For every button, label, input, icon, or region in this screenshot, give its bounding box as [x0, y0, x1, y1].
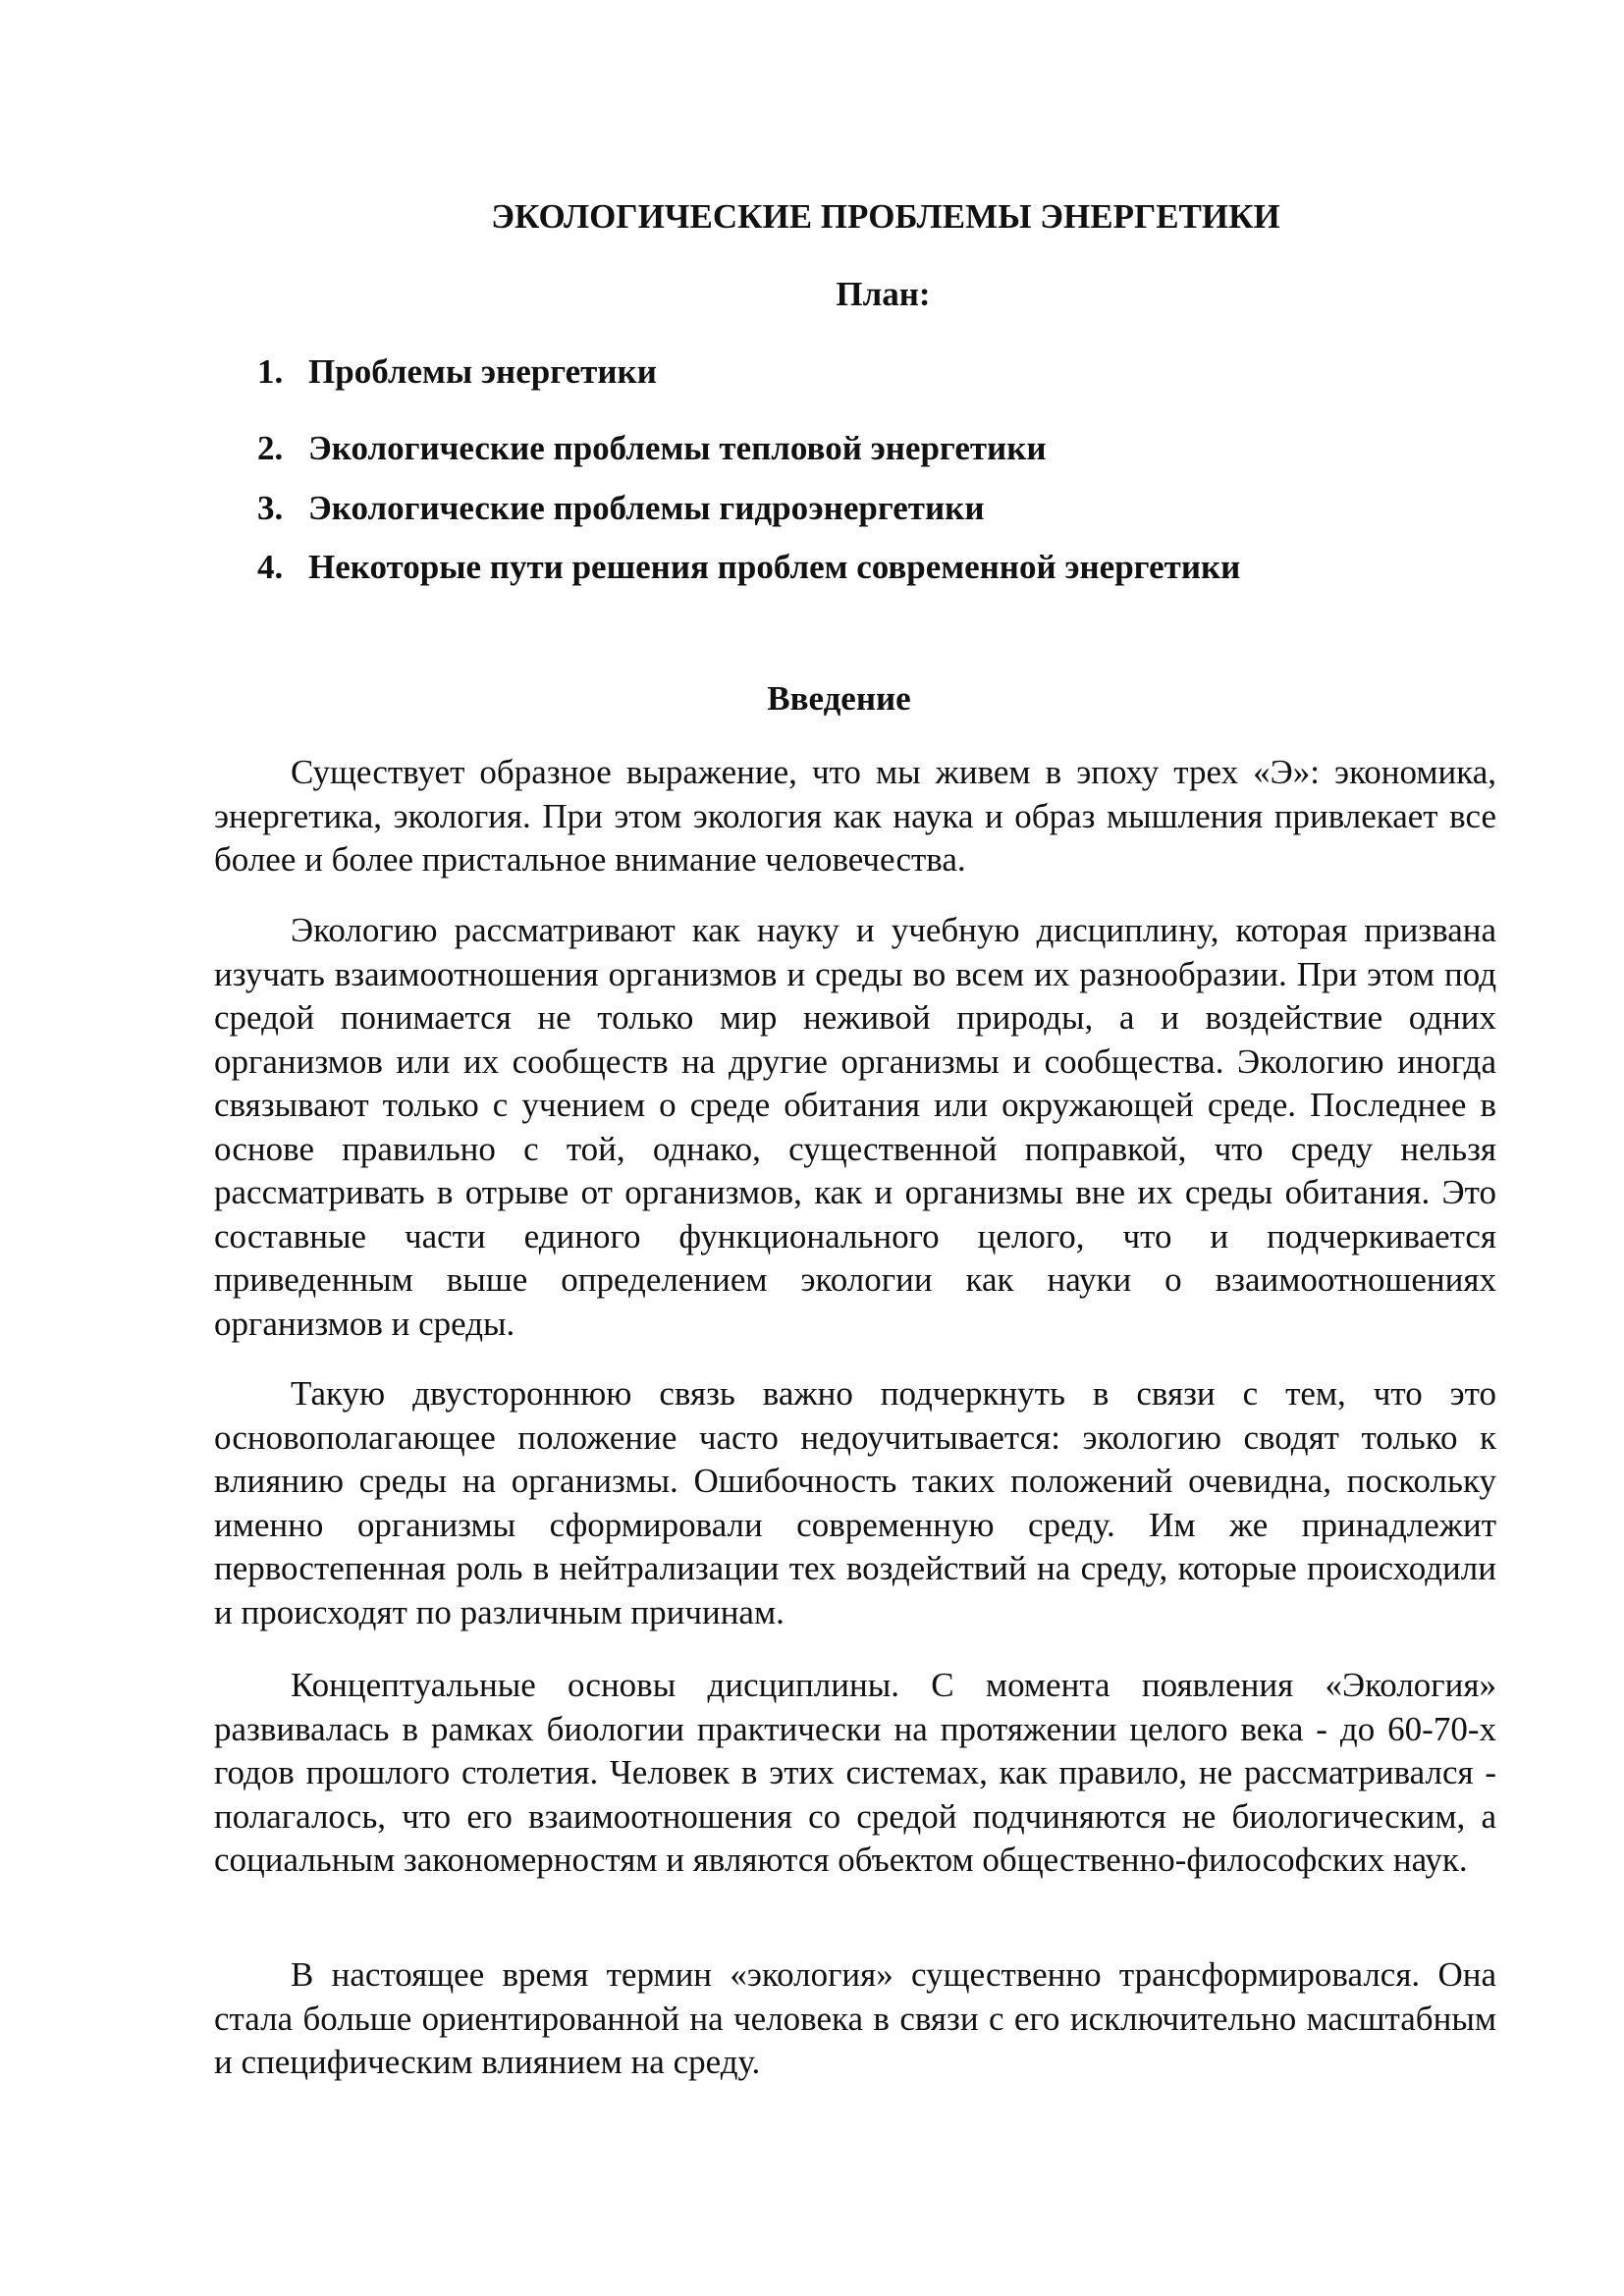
- plan-heading: План:: [836, 275, 931, 313]
- plan-item-text: Некоторые пути решения проблем современной энергетики: [308, 548, 1241, 586]
- body-paragraph: Концептуальные основы дисциплины. С момента появления «Экология» развивалась в рамках биологии практически на протяжении целого века - до 60-70-х годов прошлого столетия. Человек в этих системах, как правило, не рассматривался - полагалось, что его взаимоотношения со средой подчиняются не биологическим, а социальным закономерностям и являются объектом общественно-философских наук.: [214, 1666, 1496, 1879]
- body-paragraph: Экологию рассматривают как науку и учебную дисциплину, которая призвана изучать взаимоотношения организмов и среды во всем их разнообразии. При этом под средой понимается не только мир неживой природы, а и воздействие одних организмов или их сообществ на другие организмы и сообщества. Экологию иногда связывают только с учением о среде обитания или окружающей среде. Последнее в основе правильно с той, однако, существенной поправкой, что среду нельзя рассматривать в отрыве от организмов, как и организмы вне их среды обитания. Это составные части единого функционального целого, что и подчеркивается приведенным выше определением экологии как науки о взаимоотношениях организмов и среды.: [214, 911, 1496, 1343]
- plan-item-number: 2.: [257, 429, 284, 467]
- document-title: ЭКОЛОГИЧЕСКИЕ ПРОБЛЕМЫ ЭНЕРГЕТИКИ: [491, 197, 1280, 236]
- body-paragraph: Такую двустороннюю связь важно подчеркнуть в связи с тем, что это основополагающее положение часто недоучитывается: экологию сводят только к влиянию среды на организмы. Ошибочность таких положений очевидна, поскольку именно организмы сформировали современную среду. Им же принадлежит первостепенная роль в нейтрализации тех воздействий на среду, которые происходили и происходят по различным причинам.: [214, 1374, 1496, 1631]
- plan-item-text: Экологические проблемы тепловой энергетики: [308, 429, 1047, 467]
- intro-heading: Введение: [767, 679, 911, 718]
- body-paragraph: В настоящее время термин «экология» существенно трансформировался. Она стала больше ориентированной на человека в связи с его исключительно масштабным и специфическим влиянием на среду.: [214, 1955, 1496, 2081]
- plan-item-number: 3.: [257, 489, 284, 527]
- plan-item-text: Проблемы энергетики: [308, 352, 657, 391]
- body-paragraph: Существует образное выражение, что мы живем в эпоху трех «Э»: экономика, энергетика, экология. При этом экология как наука и образ мышления привлекает все более и более пристальное внимание человечества.: [214, 753, 1496, 879]
- plan-item: [257, 484, 984, 533]
- plan-item-text: Экологические проблемы гидроэнергетики: [308, 489, 985, 527]
- plan-item-number: 1.: [257, 352, 284, 391]
- plan-item-number: 4.: [257, 548, 284, 586]
- plan-item: [257, 543, 1240, 592]
- plan-item: [257, 347, 657, 397]
- plan-item: [257, 424, 1047, 473]
